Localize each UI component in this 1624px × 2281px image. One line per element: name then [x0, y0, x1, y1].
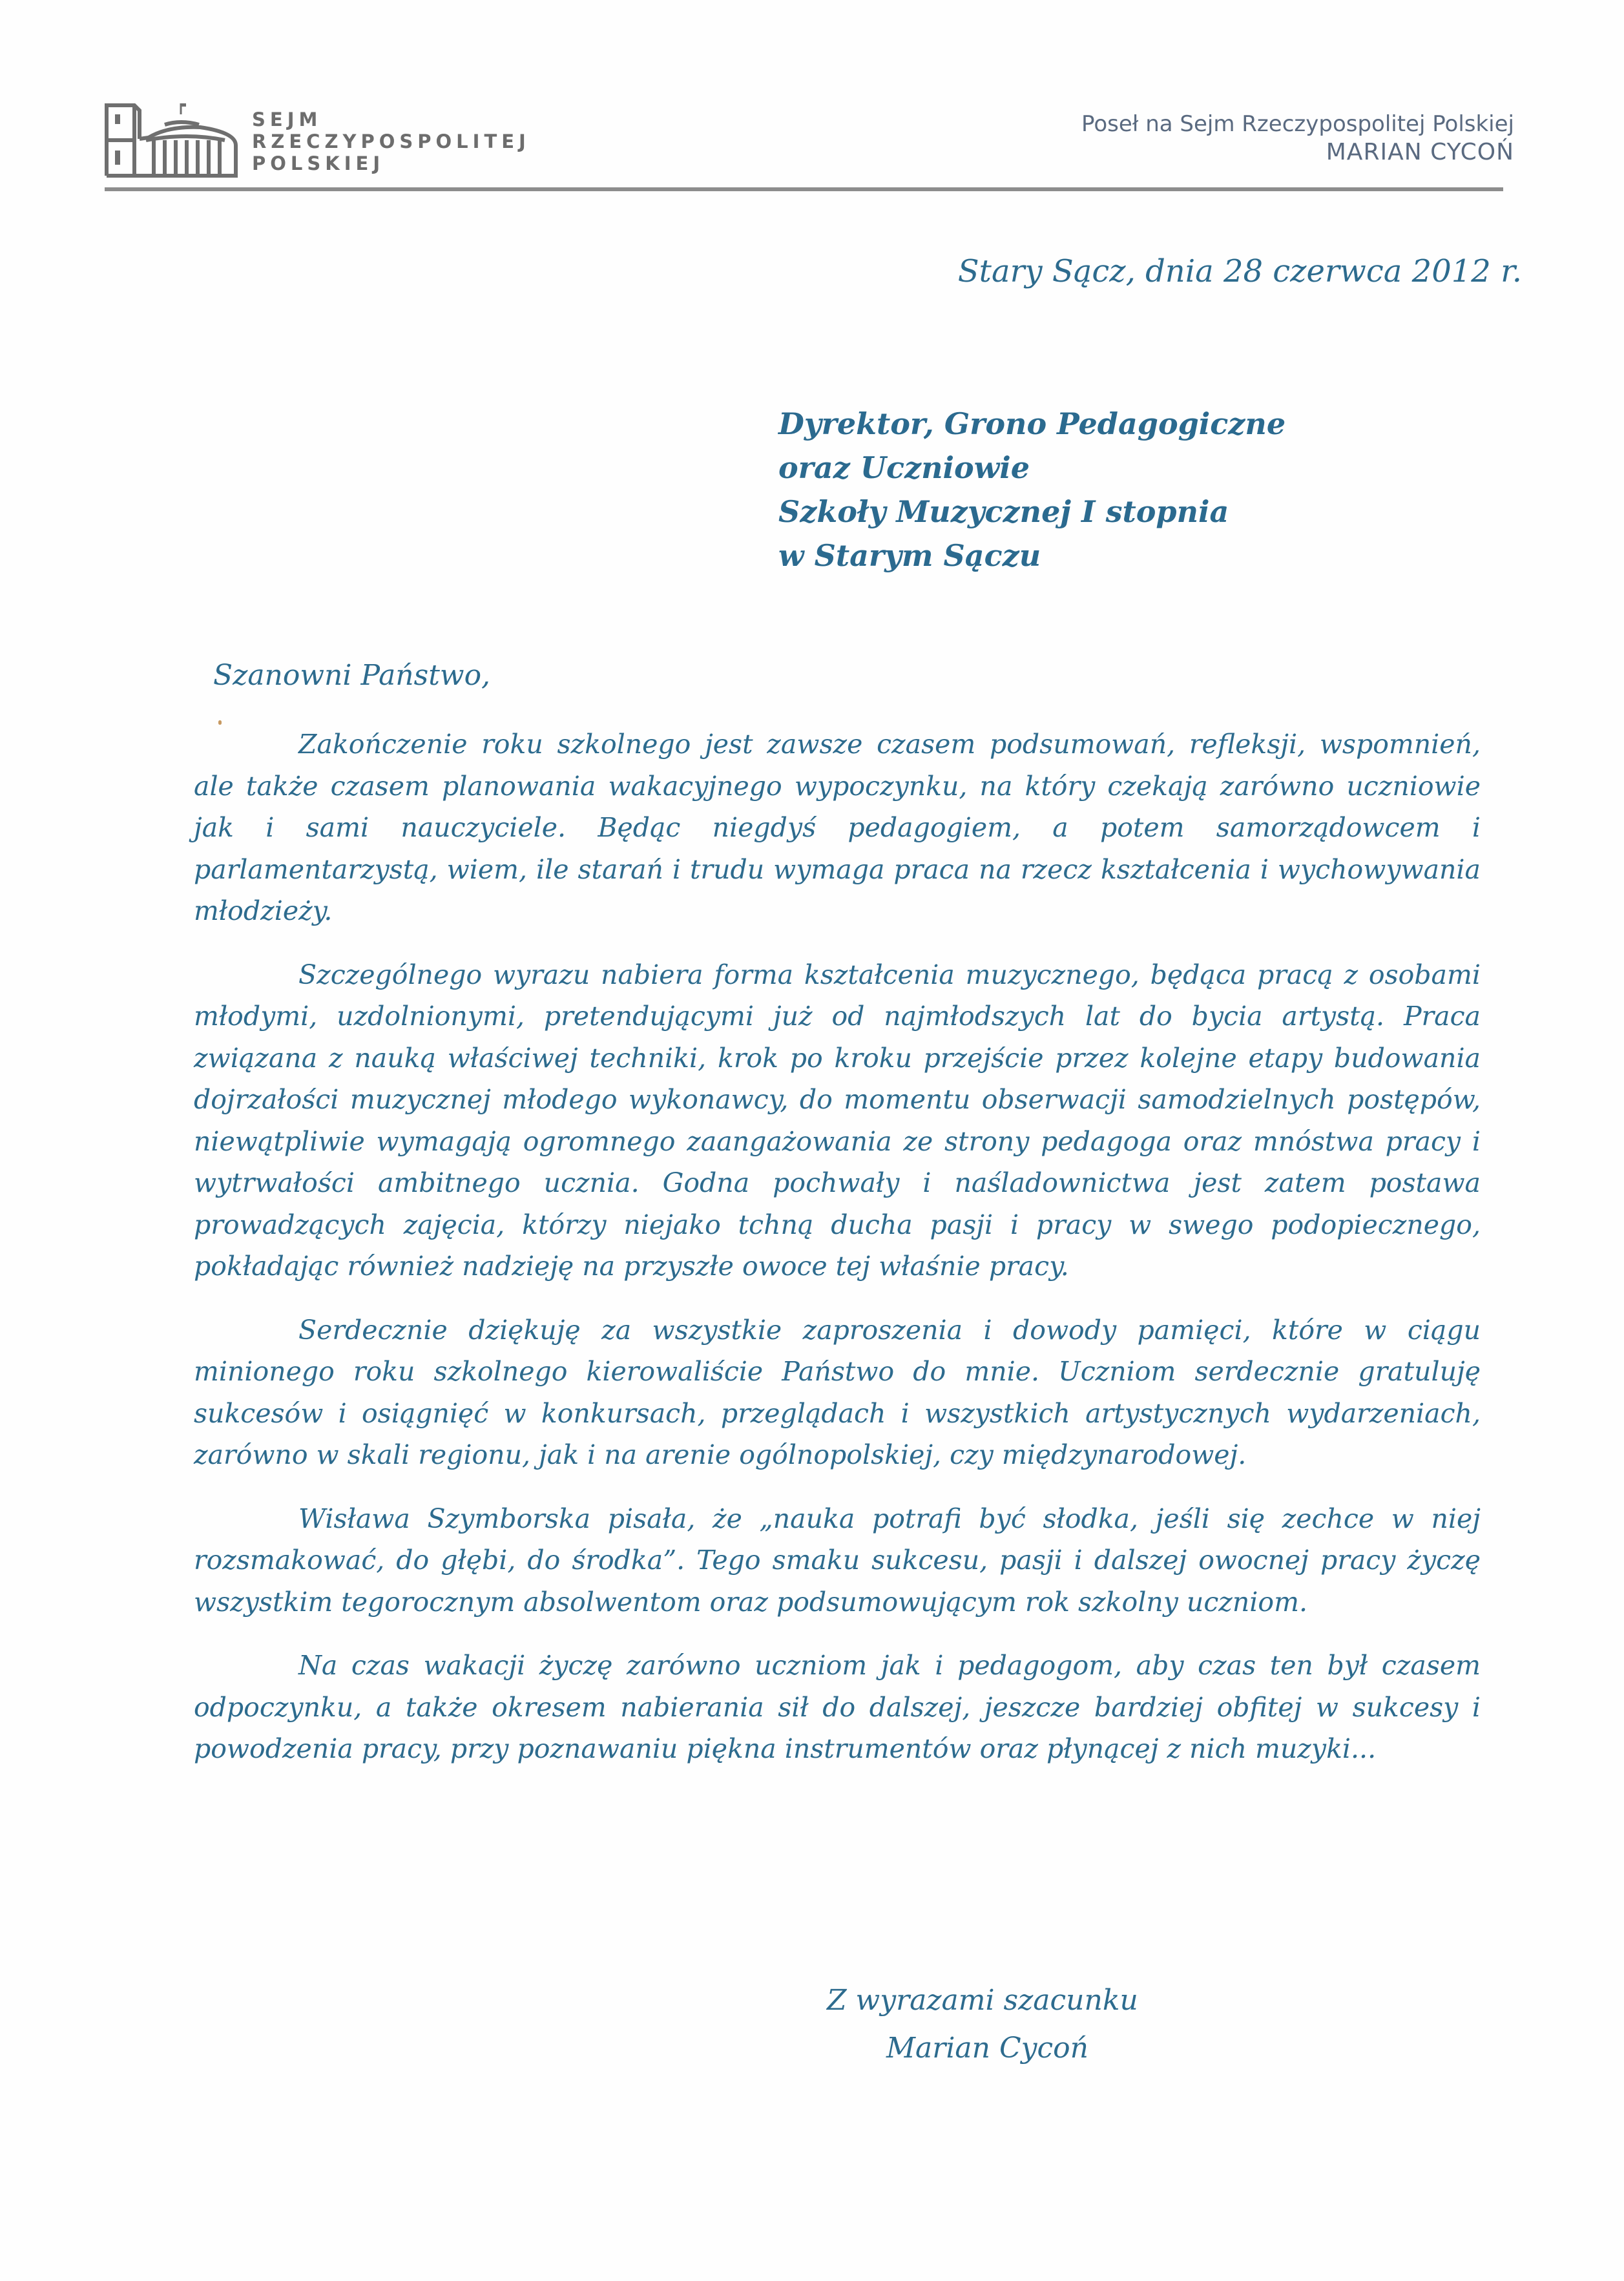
sender-block	[1081, 110, 1514, 167]
recipient-line: Szkoły Muzycznej I stopnia	[778, 494, 1229, 529]
sender-title: Poseł na Sejm Rzeczypospolitej Polskiej	[1081, 111, 1514, 137]
letterhead-divider	[105, 187, 1503, 191]
date-line: Stary Sącz, dnia 28 czerwca 2012 r.	[957, 253, 1522, 289]
closing-phrase: Z wyrazami szacunku	[827, 1984, 1138, 2017]
letter-body	[194, 724, 1481, 1792]
paragraph: Serdecznie dziękuję za wszystkie zaproszenia i dowody pamięci, które w ciągu minionego roku szkolnego kierowaliście Państwo do mnie. Uczniom serdecznie gratuluję sukcesów i osiągnięć w konkursach, przeglądach i wszystkich artystycznych wydarzeniach, zarówno w skali regionu, jak i na arenie ogólnopolskiej, czy międzynarodowej.	[194, 1314, 1481, 1470]
paragraph: Na czas wakacji życzę zarówno uczniom jak i pedagogom, aby czas ten był czasem odpoczynku, a także okresem nabierania sił do dalszej, jeszcze bardziej obfitej w sukcesy i powodzenia pracy, przy poznawaniu piękna instrumentów oraz płynącej z nich muzyki...	[194, 1650, 1481, 1764]
sejm-building-icon	[103, 100, 242, 178]
institution-line: POLSKIEJ	[252, 152, 385, 174]
salutation: Szanowni Państwo,	[213, 659, 491, 692]
closing-block	[827, 1977, 1138, 2072]
recipient-block	[778, 402, 1286, 578]
paragraph: Zakończenie roku szkolnego jest zawsze czasem podsumowań, refleksji, wspomnień, ale także czasem planowania wakacyjnego wypoczynku, na który czekają zarówno uczniowie jak i sami nauczyciele. Będąc niegdyś pedagogiem, a potem samorządowcem i parlamentarzystą, wiem, ile starań i trudu wymaga praca na rzecz kształcenia i wychowywania młodzieży.	[194, 729, 1481, 926]
institution-name	[252, 109, 530, 174]
institution-line: RZECZYPOSPOLITEJ	[252, 130, 530, 152]
paragraph: Wisława Szymborska pisała, że „nauka potrafi być słodka, jeśli się zechce w niej rozsmakować, do głębi, do środka”. Tego smaku sukcesu, pasji i dalszej owocnej pracy życzę wszystkim tegorocznym absolwentom oraz podsumowującym rok szkolny uczniom.	[194, 1503, 1481, 1618]
paragraph: Szczególnego wyrazu nabiera forma kształcenia muzycznego, będąca pracą z osobami młodymi, uzdolnionymi, pretendującymi już od najmłodszych lat do bycia artystą. Praca związana z nauką właściwej techniki, krok po kroku przejście przez kolejne etapy budowania dojrzałości muzycznej młodego wykonawcy, do momentu obserwacji samodzielnych postępów, niewątpliwie wymagają ogromnego zaangażowania ze strony pedagoga oraz mnóstwa pracy i wytrwałości ambitnego ucznia. Godna pochwały i naśladownictwa jest zatem postawa prowadzących zajęcia, którzy niejako tchną ducha pasji i pracy w swego podopiecznego, pokładając również nadzieję na przyszłe owoce tej właśnie pracy.	[194, 959, 1481, 1282]
signature: Marian Cycoń	[886, 2032, 1088, 2065]
recipient-line: oraz Uczniowie	[778, 450, 1030, 485]
recipient-line: w Starym Sączu	[778, 538, 1041, 573]
institution-line: SEJM	[252, 109, 322, 130]
sender-name: MARIAN CYCOŃ	[1326, 139, 1514, 165]
recipient-line: Dyrektor, Grono Pedagogiczne	[778, 406, 1286, 441]
